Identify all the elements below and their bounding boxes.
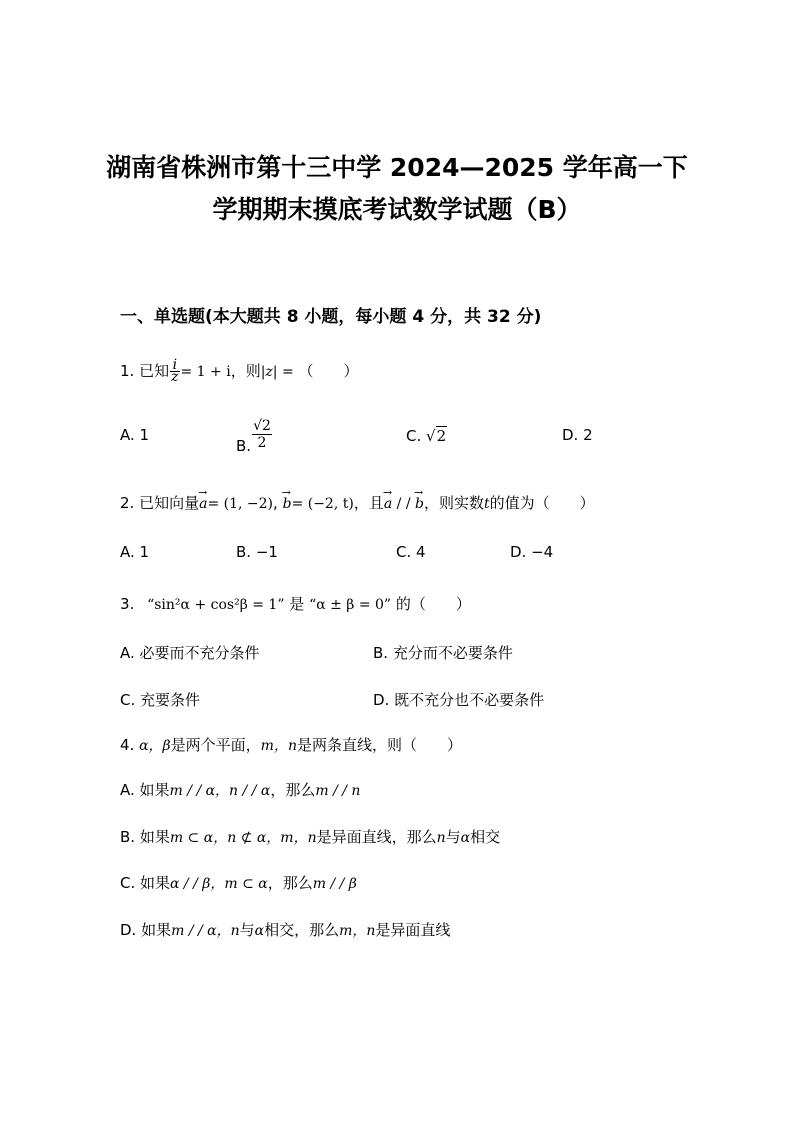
math-expression: t bbox=[484, 496, 490, 512]
fraction bbox=[170, 357, 179, 385]
math-expression: m ⊂ α，n ⊄ α，m，n bbox=[169, 830, 317, 846]
q1-option-c[interactable] bbox=[406, 426, 447, 446]
option-text: 是异面直线 bbox=[375, 921, 451, 939]
question-4 bbox=[120, 735, 462, 756]
math-expression: “sin²α + cos²β = 1” bbox=[147, 597, 285, 613]
question-2 bbox=[120, 493, 595, 514]
option-text: C. 如果 bbox=[120, 874, 171, 892]
option-text: B. 如果 bbox=[120, 828, 170, 846]
option-text: 与 bbox=[445, 828, 461, 846]
q2-option-b[interactable]: B. −1 bbox=[236, 543, 278, 561]
fraction-denominator: z bbox=[171, 369, 179, 385]
q1-option-d[interactable]: D. 2 bbox=[562, 426, 593, 444]
fraction-numerator: √2 bbox=[253, 418, 271, 434]
exam-title-line1: 湖南省株洲市第十三中学 2024—2025 学年高一下 bbox=[106, 153, 688, 182]
option-text: A. 如果 bbox=[120, 781, 170, 799]
question-text: 是两个平面， bbox=[170, 736, 261, 754]
option-label: C. bbox=[406, 427, 422, 445]
q2-option-d[interactable]: D. −4 bbox=[510, 543, 554, 561]
q1-option-b[interactable] bbox=[236, 418, 273, 455]
question-text: 是 bbox=[289, 595, 305, 613]
question-text: 的（ ） bbox=[395, 595, 471, 613]
math-expression: n bbox=[436, 830, 446, 846]
math-expression: α，β bbox=[139, 738, 171, 754]
q3-option-b[interactable]: B. 充分而不必要条件 bbox=[373, 644, 513, 662]
q3-option-a[interactable]: A. 必要而不充分条件 bbox=[120, 644, 260, 662]
question-number: 4. bbox=[120, 736, 135, 754]
q4-option-a[interactable] bbox=[120, 780, 360, 801]
math-expression: m / / α，n / / α bbox=[169, 783, 271, 799]
question-1 bbox=[120, 357, 359, 385]
question-number: 1. bbox=[120, 362, 135, 380]
vector-b: → b bbox=[283, 494, 292, 514]
math-expression: α bbox=[254, 923, 265, 939]
option-label: B. bbox=[236, 437, 252, 455]
option-text: 相交 bbox=[470, 828, 501, 846]
option-text: 是异面直线，那么 bbox=[316, 828, 437, 846]
option-text: ，那么 bbox=[270, 781, 316, 799]
q3-option-c[interactable]: C. 充要条件 bbox=[120, 691, 201, 709]
math-expression: m / / n bbox=[315, 783, 361, 799]
q2-option-a[interactable]: A. 1 bbox=[120, 543, 150, 561]
vector-a: → a bbox=[384, 494, 392, 514]
question-text: ，且 bbox=[353, 494, 384, 512]
vector-b: → b bbox=[415, 494, 424, 514]
fraction-denominator: 2 bbox=[257, 435, 267, 451]
q4-option-b[interactable] bbox=[120, 827, 500, 848]
q4-option-d[interactable] bbox=[120, 920, 450, 941]
question-text: 是两条直线，则（ ） bbox=[296, 736, 462, 754]
question-3 bbox=[120, 594, 471, 615]
question-text: ，则实数 bbox=[423, 494, 484, 512]
radicand: 2 bbox=[436, 427, 447, 445]
math-expression: |z| = bbox=[260, 364, 294, 380]
question-text: ，则 bbox=[230, 362, 261, 380]
option-text: 与 bbox=[239, 921, 255, 939]
sqrt-icon: √ bbox=[426, 427, 436, 445]
question-text: 已知 bbox=[139, 362, 170, 380]
option-text: ，那么 bbox=[267, 874, 313, 892]
vector-a: → a bbox=[199, 494, 207, 514]
q2-option-c[interactable]: C. 4 bbox=[396, 543, 426, 561]
separator: , bbox=[273, 494, 278, 512]
math-expression: m / / β bbox=[312, 876, 357, 892]
math-expression: = (1, −2) bbox=[207, 496, 274, 512]
math-expression: “α ± β = 0” bbox=[309, 597, 392, 613]
q4-option-c[interactable] bbox=[120, 873, 357, 894]
question-number: 2. bbox=[120, 494, 135, 512]
math-expression: m，n bbox=[260, 738, 297, 754]
math-expression: α / / β，m ⊂ α bbox=[170, 876, 268, 892]
math-expression: m / / α，n bbox=[171, 923, 240, 939]
fraction-numerator: i bbox=[170, 360, 179, 372]
math-expression: m，n bbox=[339, 923, 376, 939]
option-text: 相交，那么 bbox=[264, 921, 340, 939]
question-number: 3. bbox=[120, 595, 135, 613]
math-expression: α bbox=[460, 830, 471, 846]
q3-option-d[interactable]: D. 既不充分也不必要条件 bbox=[373, 691, 545, 709]
math-expression: = 1 + i bbox=[180, 364, 231, 380]
parallel-symbol: / / bbox=[392, 496, 416, 512]
option-text: D. 如果 bbox=[120, 921, 172, 939]
math-expression: = (−2, t) bbox=[291, 496, 354, 512]
answer-paren: （ ） bbox=[298, 362, 359, 380]
question-text: 已知向量 bbox=[139, 494, 200, 512]
q1-option-a[interactable]: A. 1 bbox=[120, 426, 150, 444]
sqrt-expression bbox=[426, 426, 447, 445]
exam-title-line2: 学期期末摸底考试数学试题（B） bbox=[212, 195, 582, 224]
section-heading: 一、单选题(本大题共 8 小题，每小题 4 分，共 32 分) bbox=[120, 307, 542, 327]
fraction bbox=[252, 418, 272, 451]
question-text: 的值为（ ） bbox=[489, 494, 595, 512]
